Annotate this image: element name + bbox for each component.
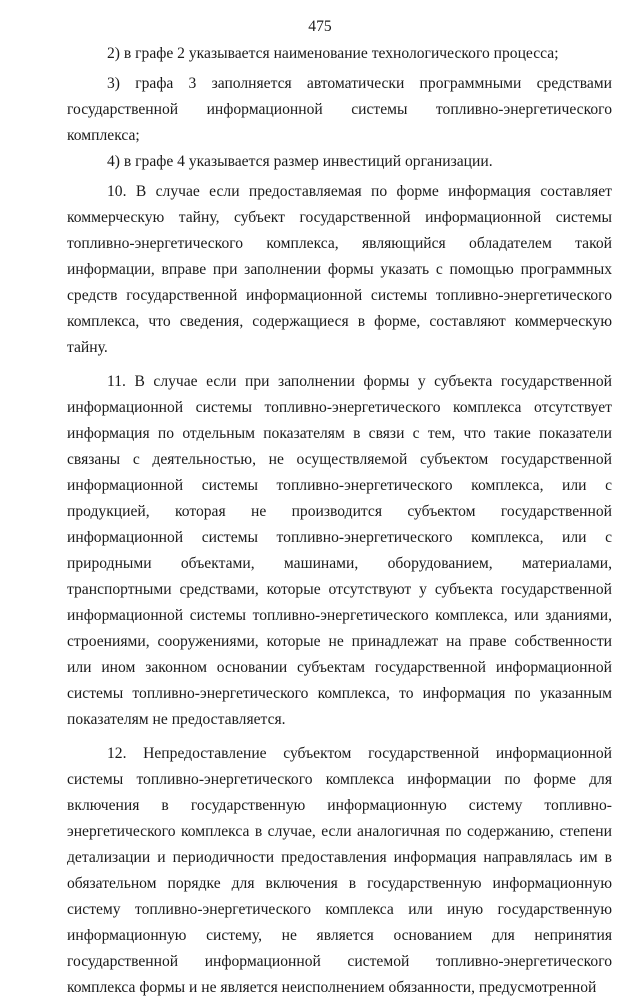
page-number: 475 [308, 18, 332, 35]
document-body [67, 41, 612, 996]
paragraph-12: 12. Непредоставление субъектом государственной информационной системы топливно-энергетического комплекса информации по форме для включения в государственную информационную систему топливно-энергетического комплекса в случае, если аналогичная по содержанию, степени детализации и периодичности предоставления информация направлялась им в обязательном порядке для включения в государственную информационную систему топливно-энергетического комплекса или иную государственную информационную систему, не является основанием для непринятия государственной информационной системой топливно-энергетического комплекса формы и не является неисполнением обязанности, предусмотренной [67, 745, 612, 996]
paragraph-item-3: 3) графа 3 заполняется автоматически программными средствами государственной информационной системы топливно-энергетического комплекса; [67, 75, 612, 144]
paragraph-item-4: 4) в графе 4 указывается размер инвестиций организации. [107, 153, 493, 170]
paragraph-10: 10. В случае если предоставляемая по форме информация составляет коммерческую тайну, субъект государственной информационной системы топливно-энергетического комплекса, являющийся обладателем такой информации, вправе при заполнении формы указать с помощью программных средств государственной информационной системы топливно-энергетического комплекса, что сведения, содержащиеся в форме, составляют коммерческую тайну. [67, 183, 612, 356]
paragraph-item-2: 2) в графе 2 указывается наименование технологического процесса; [107, 45, 559, 62]
paragraph-11: 11. В случае если при заполнении формы у субъекта государственной информационной системы топливно-энергетического комплекса отсутствует информация по отдельным показателям в связи с тем, что такие показатели связаны с деятельностью, не осуществляемой субъектом государственной информационной системы топливно-энергетического комплекса, или с продукцией, которая не производится субъектом государственной информационной системы топливно-энергетического комплекса, или с природными объектами, машинами, оборудованием, материалами, транспортными средствами, которые отсутствуют у субъекта государственной информационной системы топливно-энергетического комплекса, или зданиями, строениями, сооружениями, которые не принадлежат на праве собственности или ином законном основании субъектам государственной информационной системы топливно-энергетического комплекса, то информация по указанным показателям не предоставляется. [67, 373, 612, 728]
